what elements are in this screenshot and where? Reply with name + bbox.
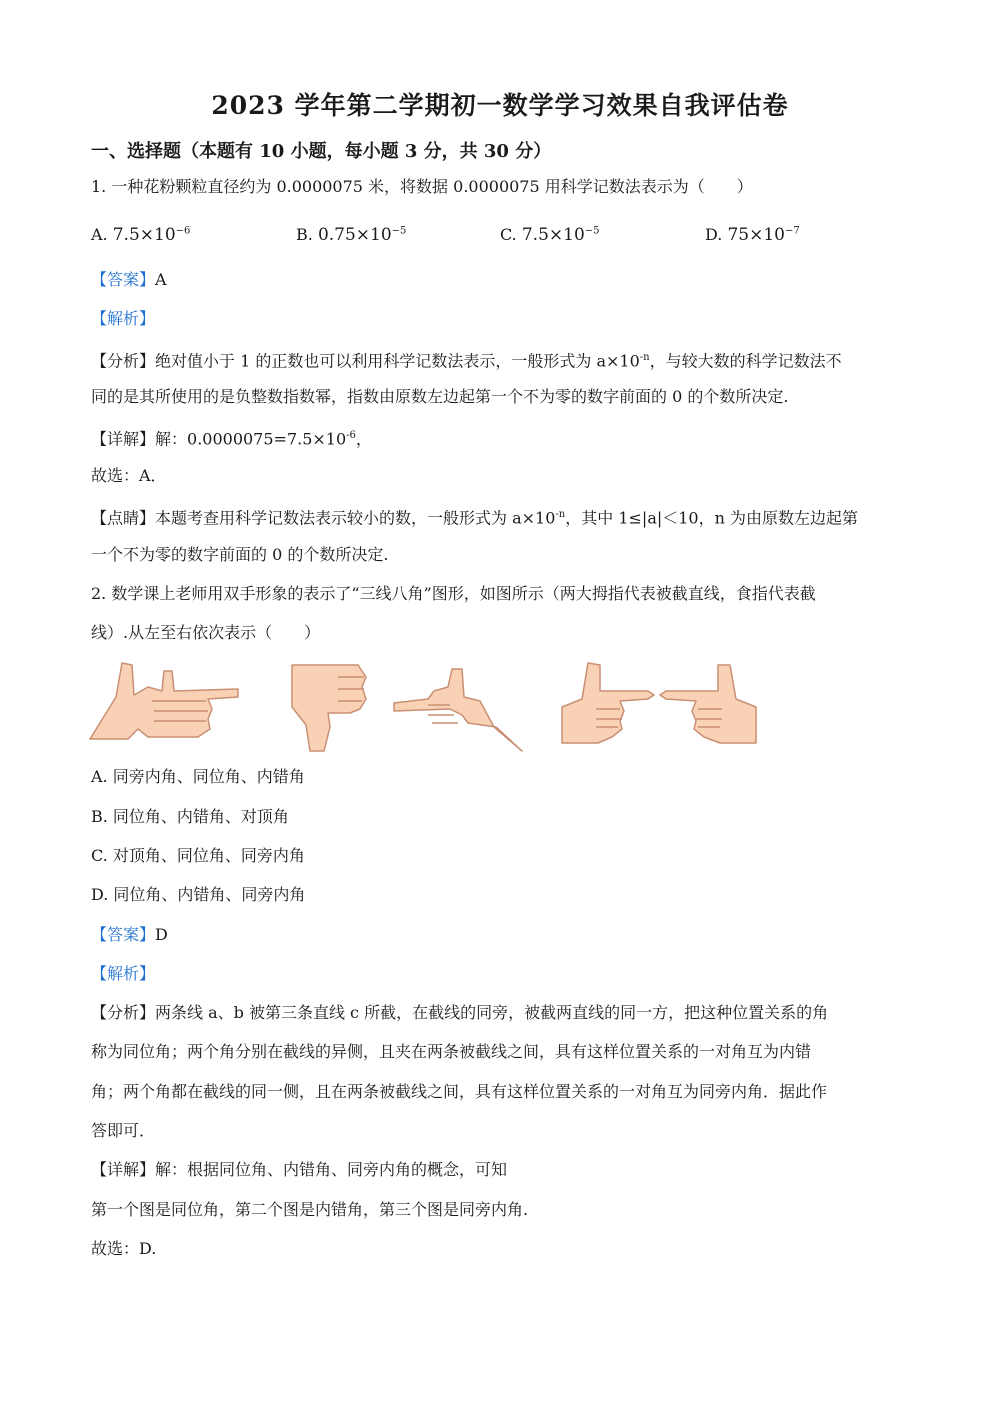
hand-figure-1 xyxy=(90,663,238,739)
hand-figure-3 xyxy=(562,663,756,743)
q2-analysis-line1: 【分析】两条线 a、b 被第三条直线 c 所截，在截线的同旁，被截两直线的同一方，把这种位置关系的角 xyxy=(91,1003,829,1022)
q1-tip-line1: 【点睛】本题考查用科学记数法表示较小的数，一般形式为 $a\times 10^{-n}$，其中 1≤|a|＜10，n 为由原数左边起第 xyxy=(91,508,858,528)
q1-answer: 【答案】A xyxy=(91,270,167,289)
hand-figure-2 xyxy=(292,665,522,751)
q2-option-b[interactable]: B. 同位角、内错角、对顶角 xyxy=(91,807,289,826)
q1-option-d[interactable]: D. $75\times 10^{-7}$ xyxy=(705,225,800,245)
q1-option-a[interactable]: A. $7.5\times 10^{-6}$ xyxy=(91,225,191,245)
q2-detail-line2: 第一个图是同位角，第二个图是内错角，第三个图是同旁内角. xyxy=(91,1200,529,1219)
q2-option-c[interactable]: C. 对顶角、同位角、同旁内角 xyxy=(91,846,305,865)
q2-stem-line1: 2. 数学课上老师用双手形象的表示了“三线八角”图形，如图所示（两大拇指代表被截直线，食指代表截 xyxy=(91,584,816,603)
q2-option-d[interactable]: D. 同位角、内错角、同旁内角 xyxy=(91,885,306,904)
q1-analysis-line1: 【分析】绝对值小于 1 的正数也可以利用科学记数法表示，一般形式为 $a\times 10^{-n}$，与较大数的科学记数法不 xyxy=(91,351,842,371)
q1-choose: 故选：A． xyxy=(91,466,167,485)
q1-analysis-line2: 同的是其所使用的是负整数指数幂，指数由原数左边起第一个不为零的数字前面的 0 的个数所决定. xyxy=(91,387,789,406)
q1-jiexi: 【解析】 xyxy=(91,309,156,328)
q1-detail: 【详解】解：$0.0000075=7.5\times 10^{-6}$， xyxy=(91,429,372,449)
q2-answer: 【答案】D xyxy=(91,925,168,944)
q2-detail-line1: 【详解】解：根据同位角、内错角、同旁内角的概念，可知 xyxy=(91,1160,508,1179)
q2-jiexi: 【解析】 xyxy=(91,964,156,983)
q2-analysis-line2: 称为同位角；两个角分别在截线的异侧，且夹在两条被截线之间，具有这样位置关系的一对角互为内错 xyxy=(91,1042,812,1061)
hand-gestures-figure xyxy=(88,657,758,753)
q2-stem-line2: 线）.从左至右依次表示（ ） xyxy=(91,623,321,642)
q1-option-b[interactable]: B. $0.75\times 10^{-5}$ xyxy=(296,225,407,245)
q2-choose: 故选：D. xyxy=(91,1239,157,1258)
section-heading: 一、选择题（本题有 10 小题，每小题 3 分，共 30 分） xyxy=(91,141,552,162)
q1-tip-line2: 一个不为零的数字前面的 0 的个数所决定. xyxy=(91,545,389,564)
q1-option-c[interactable]: C. $7.5\times 10^{-5}$ xyxy=(500,225,600,245)
page-title: 2023 学年第二学期初一数学学习效果自我评估卷 xyxy=(211,91,789,120)
q2-analysis-line4: 答即可． xyxy=(91,1121,156,1140)
q2-analysis-line3: 角；两个角都在截线的同一侧，且在两条被截线之间，具有这样位置关系的一对角互为同旁内角．据此作 xyxy=(91,1082,828,1101)
q1-stem: 1. 一种花粉颗粒直径约为 0.0000075 米，将数据 0.0000075 用科学记数法表示为（ ） xyxy=(91,177,753,196)
q2-option-a[interactable]: A. 同旁内角、同位角、内错角 xyxy=(91,767,305,786)
